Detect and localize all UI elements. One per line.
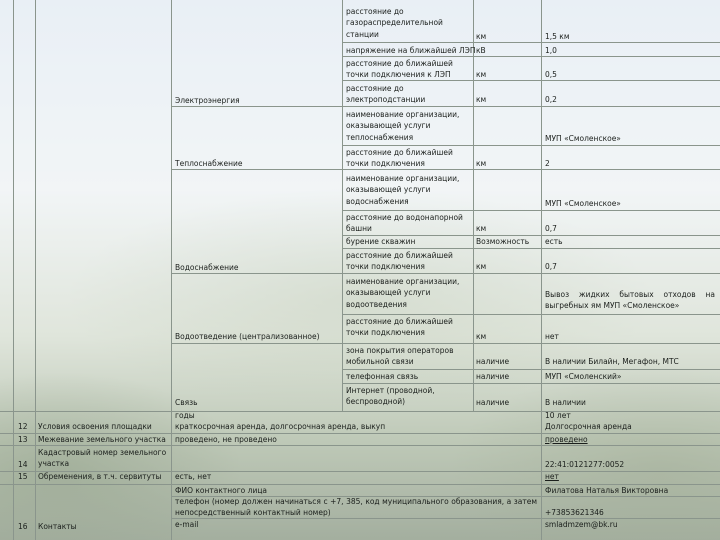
grid-line (171, 273, 720, 274)
row-number: 14 (18, 460, 28, 469)
unit-label: км (476, 332, 487, 341)
category-label: Водоотведение (централизованное) (175, 332, 320, 341)
category-label: Теплоснабжение (175, 159, 243, 168)
param-value: Вывоз жидких бытовых отходов на выгребных ям МУП «Смоленское» (545, 290, 715, 311)
grid-line (35, 0, 36, 540)
param-label: расстояние до ближайшей точки подключения (346, 148, 453, 169)
param-value: 2 (545, 159, 550, 168)
unit-label: наличие (476, 357, 510, 366)
grid-line (473, 0, 474, 411)
param-value: нет (545, 332, 559, 341)
row-name: Межевание земельного участка (38, 435, 166, 444)
param-value: 1,5 км (545, 32, 570, 41)
row-name: Контакты (38, 522, 77, 531)
years-label: годы (175, 411, 195, 420)
grid-line (342, 369, 720, 370)
row-name: Обременения, в т.ч. сервитуты (38, 472, 162, 481)
years-value: 10 лет (545, 411, 571, 420)
param-value: МУП «Смоленское» (545, 134, 621, 143)
param-label: напряжение на ближайшей ЛЭП (346, 46, 476, 55)
unit-label: наличие (476, 398, 510, 407)
unit-label: км (476, 224, 487, 233)
grid-line (0, 411, 720, 412)
param-label: расстояние до водонапорной башни (346, 213, 463, 234)
row-options: краткосрочная аренда, долгосрочная аренда, выкуп (175, 422, 386, 431)
row-number: 12 (18, 422, 28, 431)
unit-label: км (476, 95, 487, 104)
param-label: расстояние до газораспределительной станции (346, 7, 443, 39)
grid-line (342, 248, 720, 249)
unit-label: Возможность (476, 237, 530, 246)
param-label: наименование организации, оказывающей услуги водоотведения (346, 277, 460, 309)
param-value: В наличии Билайн, Мегафон, МТС (545, 357, 679, 366)
param-label: расстояние до ближайшей точки подключения (346, 251, 453, 272)
param-value: 1,0 (545, 46, 557, 55)
param-label: расстояние до электроподстанции (346, 84, 426, 105)
row-value: 22:41:0121277:0052 (545, 460, 625, 469)
param-value: МУП «Смоленский» (545, 372, 622, 381)
category-label: Связь (175, 398, 198, 407)
param-label: наименование организации, оказывающей услуги теплоснабжения (346, 110, 460, 142)
param-value: 0,7 (545, 224, 557, 233)
grid-line (342, 314, 720, 315)
param-label: зона покрытия операторов мобильной связи (346, 346, 454, 367)
category-label: Водоснабжение (175, 263, 239, 272)
row-number: 15 (18, 472, 28, 481)
grid-line (342, 42, 720, 43)
contact-fio-label: ФИО контактного лица (175, 486, 268, 495)
unit-label: наличие (476, 372, 510, 381)
row-number: 16 (18, 522, 28, 531)
unit-label: км (476, 32, 487, 41)
row-options: проведено, не проведено (175, 435, 277, 444)
row-name: Кадастровый номер земельного участка (38, 448, 167, 469)
row-number: 13 (18, 435, 28, 444)
contact-phone-label: телефон (номер должен начинаться с +7, 385, код муниципального образования, а затем непосредственный контактный номер) (175, 497, 537, 518)
unit-label: кВ (476, 46, 486, 55)
param-value: есть (545, 237, 563, 246)
param-label: расстояние до ближайшей точки подключения (346, 317, 453, 338)
grid-line (342, 210, 720, 211)
unit-label: км (476, 159, 487, 168)
param-label: бурение скважин (346, 237, 416, 246)
grid-line (541, 0, 542, 540)
grid-line (342, 383, 720, 384)
unit-label: км (476, 70, 487, 79)
row-value: Долгосрочная аренда (545, 422, 632, 431)
grid-line (171, 0, 172, 540)
param-label: Интернет (проводной, беспроводной) (346, 386, 435, 407)
grid-line (171, 343, 720, 344)
contact-phone-value: +73853621346 (545, 508, 604, 517)
grid-line (342, 145, 720, 146)
param-value: В наличии (545, 398, 586, 407)
param-value: 0,2 (545, 95, 557, 104)
contact-email-value[interactable]: smladmzem@bk.ru (545, 520, 618, 529)
grid-line (342, 0, 343, 411)
grid-line (171, 106, 720, 107)
row-name: Условия освоения площадки (38, 422, 152, 431)
grid-line (13, 0, 14, 540)
param-value: 0,7 (545, 262, 557, 271)
param-value: МУП «Смоленское» (545, 199, 621, 208)
unit-label: км (476, 262, 487, 271)
contact-fio-value: Филатова Наталья Викторовна (545, 486, 669, 495)
contact-email-label: e-mail (175, 520, 199, 529)
param-label: расстояние до ближайшей точки подключения к ЛЭП (346, 59, 453, 80)
category-label: Электроэнергия (175, 96, 240, 105)
param-label: наименование организации, оказывающей услуги водоснабжения (346, 174, 460, 206)
param-label: телефонная связь (346, 372, 419, 381)
row-options: есть, нет (175, 472, 212, 481)
param-value: 0,5 (545, 70, 557, 79)
row-value: нет (545, 472, 559, 481)
row-value: проведено (545, 435, 588, 444)
